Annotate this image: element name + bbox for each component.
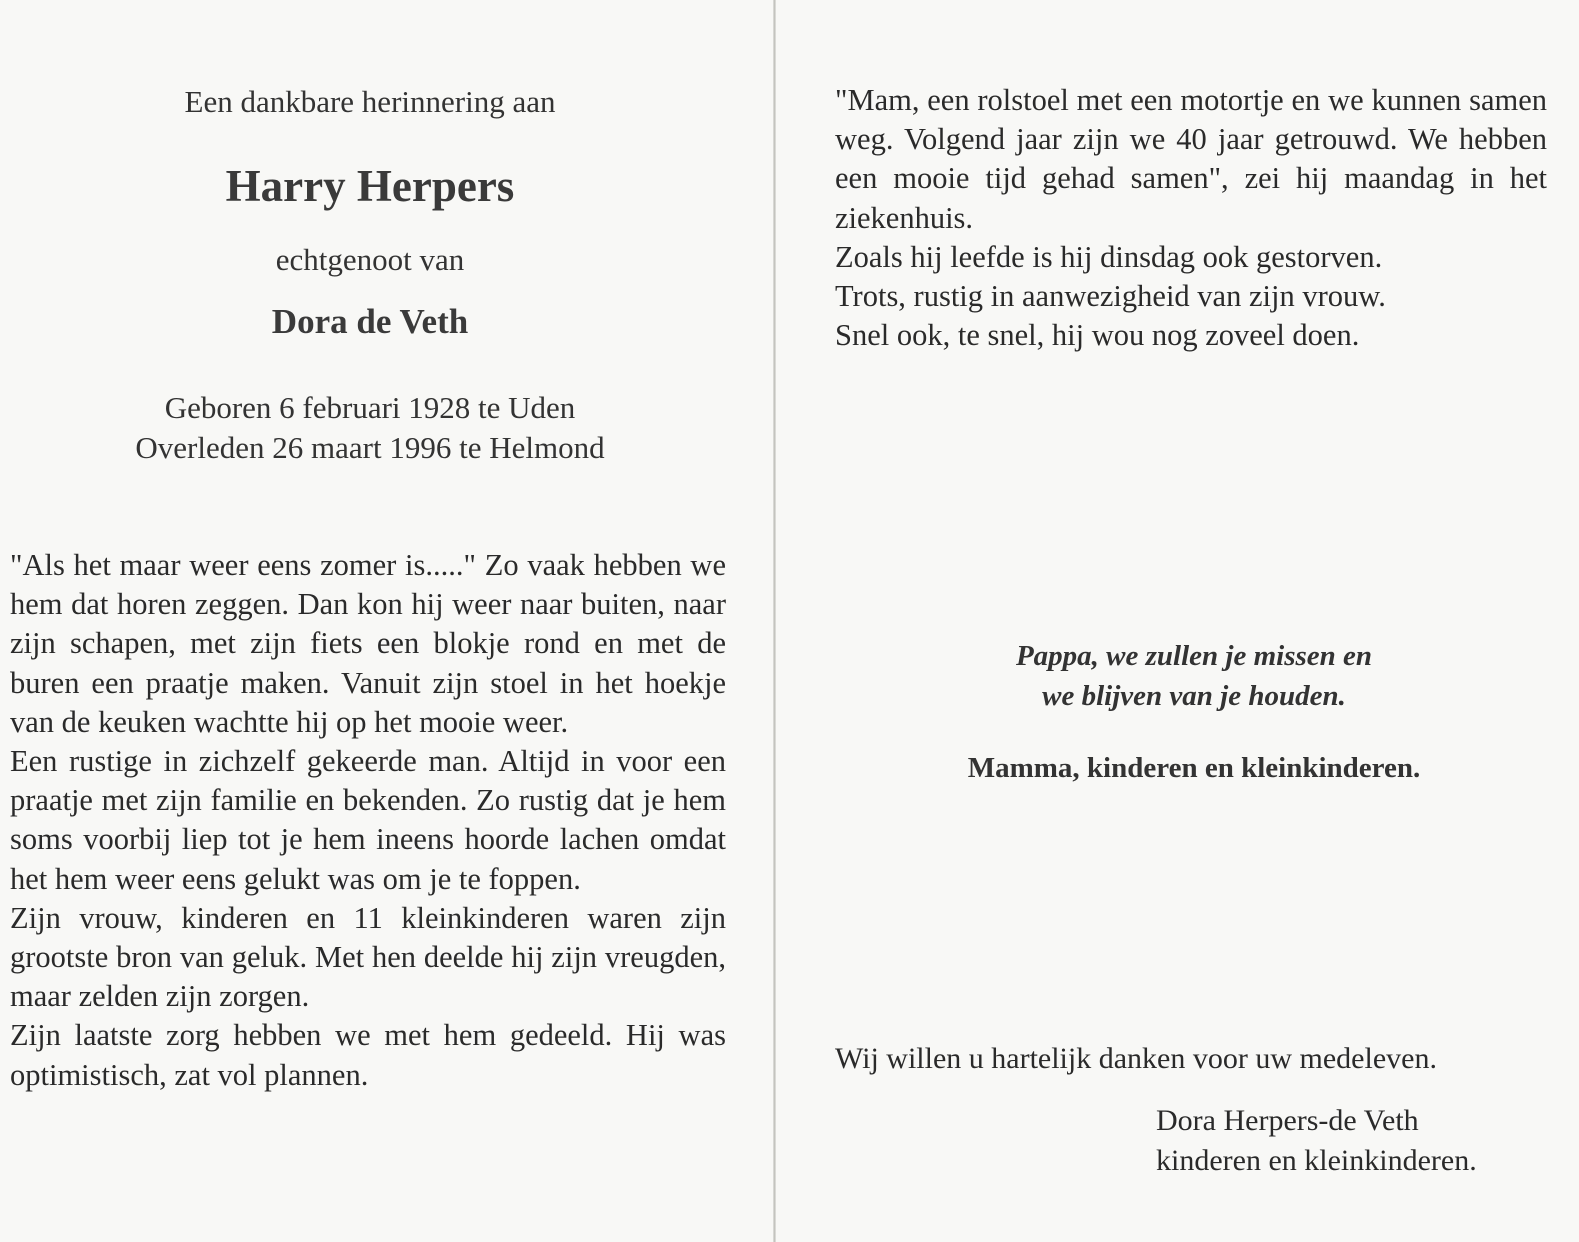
verse-line: we blijven van je houden. (1042, 680, 1346, 712)
life-dates (10, 388, 730, 468)
birth-date: Geboren 6 februari 1928 te Uden (164, 390, 576, 425)
thanks-text: Wij willen u hartelijk danken voor uw medeleven. (835, 1042, 1437, 1075)
sender-name: Dora Herpers-de Veth (1156, 1104, 1419, 1137)
last-words-paragraph: "Mam, een rolstoel met een motortje en we kunnen samen weg. Volgend jaar zijn we 40 jaar getrouwd. We hebben een mooie tijd gehad samen", zei hij maandag in het ziekenhuis. (835, 83, 1547, 235)
memorial-paragraph: Zijn vrouw, kinderen en 11 kleinkinderen waren zijn grootste bron van geluk. Met hen deelde hij zijn vreugden, maar zelden zijn zorgen. (10, 900, 726, 1014)
sender-family: kinderen en kleinkinderen. (1156, 1144, 1477, 1177)
closing-line: Snel ook, te snel, hij wou nog zoveel doen. (835, 318, 1360, 353)
closing-line: Trots, rustig in aanwezigheid van zijn vrouw. (835, 279, 1386, 314)
farewell-verse (824, 636, 1564, 716)
intro-text: Een dankbare herinnering aan (184, 84, 556, 119)
last-words-text (835, 81, 1547, 355)
spouse-name: Dora de Veth (271, 302, 469, 341)
family-signature: Mamma, kinderen en kleinkinderen. (967, 752, 1421, 784)
memorial-paragraph: Een rustige in zichzelf gekeerde man. Altijd in voor een praatje met zijn familie en bekenden. Zo rustig dat je hem soms voorbij liep tot je hem ineens hoorde lachen omdat het hem weer eens gelukt was om je te foppen. (10, 744, 726, 896)
closing-line: Zoals hij leefde is hij dinsdag ook gestorven. (835, 239, 1383, 274)
sender-signature (1156, 1101, 1566, 1181)
spouse-label: echtgenoot van (275, 242, 465, 277)
deceased-name: Harry Herpers (225, 161, 515, 211)
memorial-paragraph: Zijn laatste zorg hebben we met hem gedeeld. Hij was optimistisch, zat vol plannen. (10, 1018, 726, 1092)
death-date: Overleden 26 maart 1996 te Helmond (135, 430, 605, 465)
left-panel (0, 0, 773, 1242)
memorial-text (10, 546, 726, 1095)
memorial-paragraph: "Als het maar weer eens zomer is....." Zo vaak hebben we hem dat horen zeggen. Dan kon hij weer naar buiten, naar zijn schapen, met zijn fiets een blokje rond en met de buren een praatje maken. Vanuit zijn stoel in het hoekje van de keuken wachtte hij op het mooie weer. (10, 548, 726, 739)
verse-line: Pappa, we zullen je missen en (1015, 640, 1373, 672)
right-panel (776, 0, 1579, 1242)
